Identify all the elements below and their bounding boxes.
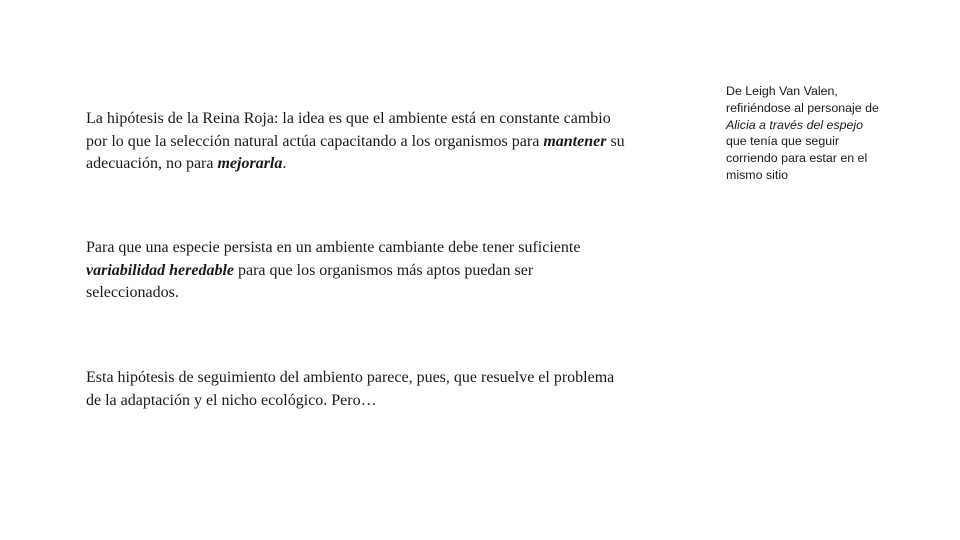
text-segment: . <box>282 155 287 172</box>
note-text-segment: De Leigh Van Valen, refiriéndose al personaje de <box>726 84 879 115</box>
red-queen-hypothesis-paragraph <box>86 108 631 176</box>
text-segment: Para que una especie persista en un ambiente cambiante debe tener suficiente <box>86 239 581 256</box>
emphasis-mantener: mantener <box>543 132 607 150</box>
text-segment: para que los organismos más aptos puedan ser seleccionados. <box>86 261 534 301</box>
conclusion-paragraph <box>86 367 616 412</box>
text-segment: Esta hipótesis de seguimiento del ambiento parece, pues, que resuelve el problema de la adaptación y el nicho ecológico. Pero… <box>86 369 615 409</box>
note-text-segment: que tenía que seguir corriendo para estar en el mismo sitio <box>726 134 868 182</box>
emphasis-mejorarla: mejorarla <box>217 155 283 172</box>
text-segment: La hipótesis de la Reina Roja: la idea es que el ambiente está en constante cambio por lo que la selección natural actúa capacitando a los organismos para <box>86 110 611 150</box>
heritable-variability-paragraph <box>86 237 586 305</box>
text-segment: su adecuación, no para <box>86 132 625 172</box>
side-note <box>726 83 886 184</box>
note-book-title: Alicia a través del espejo <box>726 117 864 132</box>
emphasis-variabilidad-heredable: variabilidad heredable <box>86 261 234 279</box>
